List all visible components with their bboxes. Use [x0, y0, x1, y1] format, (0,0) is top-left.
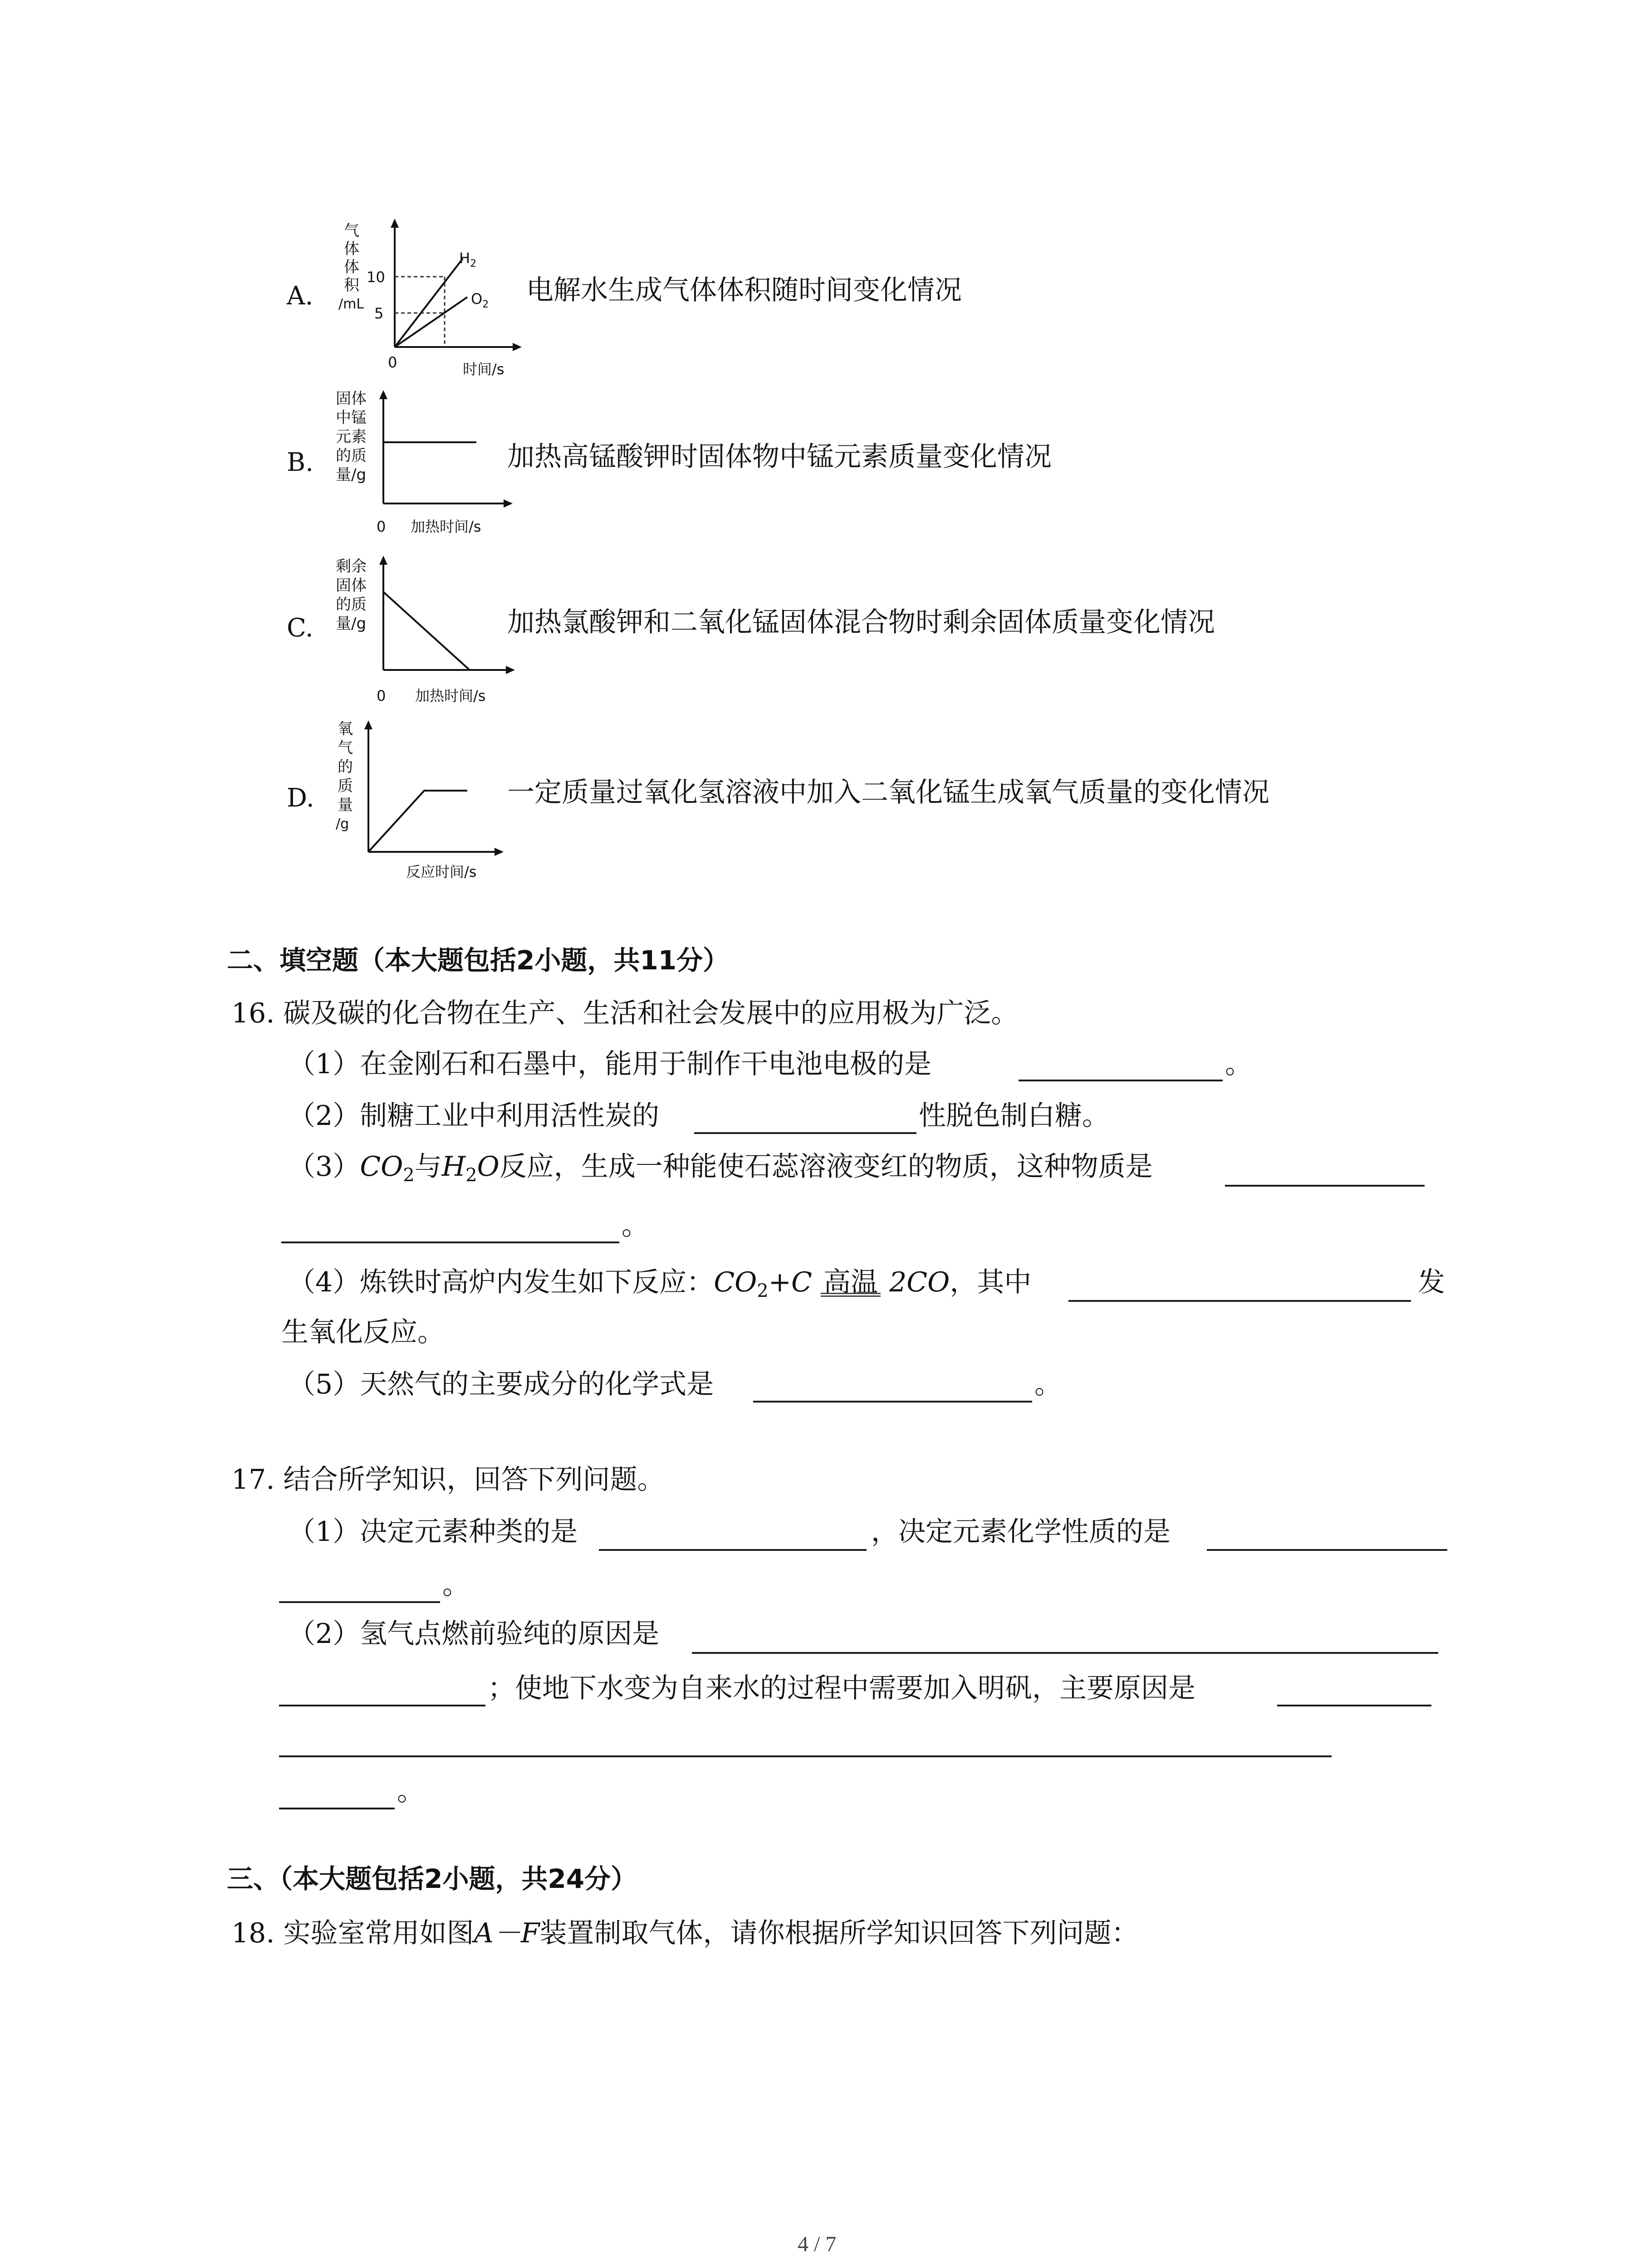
q16-part1-end: 。: [1225, 1048, 1252, 1080]
y-axis-arrow: [364, 720, 372, 729]
q16-blank-1[interactable]: [1019, 1080, 1223, 1081]
q16-part4-fa: 发: [1418, 1266, 1445, 1298]
o2-line: [395, 297, 467, 347]
option-b-letter: B.: [287, 448, 314, 477]
graph-b-ylabel-2: 中锰: [336, 409, 367, 427]
q17-part1-start: （1）决定元素种类的是: [288, 1516, 578, 1548]
x-axis-arrow: [495, 848, 504, 856]
x-axis-arrow: [504, 499, 513, 508]
x-axis-arrow: [513, 343, 522, 351]
option-d-letter: D.: [287, 783, 314, 813]
q16-part5-end: 。: [1034, 1369, 1062, 1400]
q16-part3-end: 。: [622, 1210, 649, 1242]
q17-stem: 17. 结合所学知识，回答下列问题。: [231, 1464, 665, 1496]
q18-stem: 18. 实验室常用如图A－F装置制取气体，请你根据所学知识回答下列问题：: [231, 1917, 1139, 1949]
graph-d-ylabel-6: /g: [336, 816, 349, 832]
graph-c-ylabel-3: 的质: [336, 596, 367, 614]
q17-part1-end: 。: [442, 1569, 470, 1601]
h2-label: $H_2$: [459, 249, 477, 269]
option-c-letter: C.: [287, 613, 314, 643]
q17-part2-mid: ；使地下水变为自来水的过程中需要加入明矾，主要原因是: [488, 1672, 1195, 1704]
q17-blank-2b[interactable]: [279, 1705, 485, 1706]
graph-b-ylabel-5: 量/g: [336, 466, 367, 484]
graph-d-ylabel-5: 量: [338, 796, 353, 814]
q16-part2-start: （2）制糖工业中利用活性炭的: [288, 1100, 660, 1132]
option-d-graph: [331, 716, 522, 893]
oxygen-line: [368, 791, 467, 852]
q17-blank-2e[interactable]: [279, 1808, 395, 1809]
graph-d-ylabel-2: 气: [338, 739, 353, 757]
o2-label: $O_2$: [471, 290, 489, 310]
graph-b-ylabel-1: 固体: [336, 390, 367, 408]
section-2-title: 二、填空题（本大题包括2小题，共11分）: [227, 945, 730, 976]
graph-c-ylabel-1: 剩余: [336, 557, 367, 576]
q17-blank-2d[interactable]: [279, 1755, 1332, 1757]
q17-blank-1b[interactable]: [1207, 1549, 1447, 1551]
graph-c-ylabel-4: 量/g: [336, 615, 367, 633]
q16-part4-cont: 生氧化反应。: [281, 1316, 445, 1348]
graph-a-ylabel-2: 体: [344, 240, 359, 258]
q16-part5: （5）天然气的主要成分的化学式是: [288, 1369, 714, 1400]
option-d-caption: 一定质量过氧化氢溶液中加入二氧化锰生成氧气质量的变化情况: [507, 777, 1269, 808]
tick-5: 5: [374, 305, 384, 322]
q16-blank-5[interactable]: [753, 1401, 1032, 1403]
q17-part2-end: 。: [397, 1775, 424, 1807]
q16-stem: 16. 碳及碳的化合物在生产、生活和社会发展中的应用极为广泛。: [231, 997, 1019, 1029]
option-a-letter: A.: [287, 281, 314, 311]
origin-label: 0: [388, 354, 397, 371]
x-label: 时间/s: [463, 361, 505, 378]
q16-blank-3a[interactable]: [1225, 1185, 1425, 1187]
q16-part1: （1）在金刚石和石墨中，能用于制作干电池电极的是: [288, 1048, 932, 1080]
graph-c-ylabel-2: 固体: [336, 577, 367, 595]
y-axis-arrow: [379, 390, 387, 399]
origin-label: 0: [377, 518, 386, 535]
page-number: 4 / 7: [798, 2232, 837, 2256]
q16-part2-end: 性脱色制白糖。: [919, 1100, 1109, 1132]
q16-part4: （4）炼铁时高炉内发生如下反应：$CO_2+C$ 高温 2CO，其中: [288, 1263, 1031, 1310]
option-c-graph: [331, 551, 522, 719]
graph-b-ylabel-4: 的质: [336, 447, 367, 465]
x-axis-arrow: [506, 666, 515, 674]
x-label: 加热时间/s: [411, 518, 481, 535]
q16-blank-2[interactable]: [694, 1132, 916, 1134]
y-axis-arrow: [391, 219, 399, 228]
q17-blank-2a[interactable]: [692, 1652, 1438, 1654]
x-label: 加热时间/s: [415, 687, 486, 704]
graph-d-ylabel-1: 氧: [338, 720, 353, 738]
graph-d-ylabel-3: 的: [338, 758, 353, 776]
q17-part2-start: （2）氢气点燃前验纯的原因是: [288, 1618, 660, 1650]
graph-a-ylabel-3: 体: [344, 258, 359, 276]
h2-line: [395, 259, 463, 347]
option-c-caption: 加热氯酸钾和二氧化锰固体混合物时剩余固体质量变化情况: [507, 606, 1215, 638]
y-axis-arrow: [379, 556, 387, 565]
tick-10: 10: [367, 269, 385, 286]
option-a-caption: 电解水生成气体体积随时间变化情况: [526, 274, 962, 306]
q17-blank-1c[interactable]: [279, 1601, 440, 1603]
q17-blank-1a[interactable]: [599, 1549, 867, 1551]
q16-blank-4[interactable]: [1068, 1300, 1411, 1302]
graph-a-ylabel-1: 气: [344, 222, 359, 240]
origin-label: 0: [377, 687, 386, 704]
option-b-caption: 加热高锰酸钾时固体物中锰元素质量变化情况: [507, 441, 1052, 473]
option-a-graph: [336, 218, 526, 386]
q16-part3: $(3)CO_2$与$H_2O$反应，生成一种能使石蕊溶液变红的物质，这种物质是: [288, 1151, 1153, 1186]
section-3-title: 三、（本大题包括2小题，共24分）: [227, 1863, 637, 1894]
decreasing-line: [383, 592, 470, 670]
x-label: 反应时间/s: [406, 863, 477, 880]
q17-part1-mid: ，决定元素化学性质的是: [871, 1516, 1171, 1548]
q17-blank-2c[interactable]: [1277, 1705, 1431, 1706]
graph-a-ylabel-4: 积: [344, 276, 359, 294]
q16-blank-3b[interactable]: [281, 1242, 619, 1243]
graph-a-ylabel-5: /mL: [338, 296, 364, 312]
graph-b-ylabel-3: 元素: [336, 428, 367, 446]
graph-d-ylabel-4: 质: [338, 777, 353, 795]
option-b-graph: [331, 386, 522, 553]
